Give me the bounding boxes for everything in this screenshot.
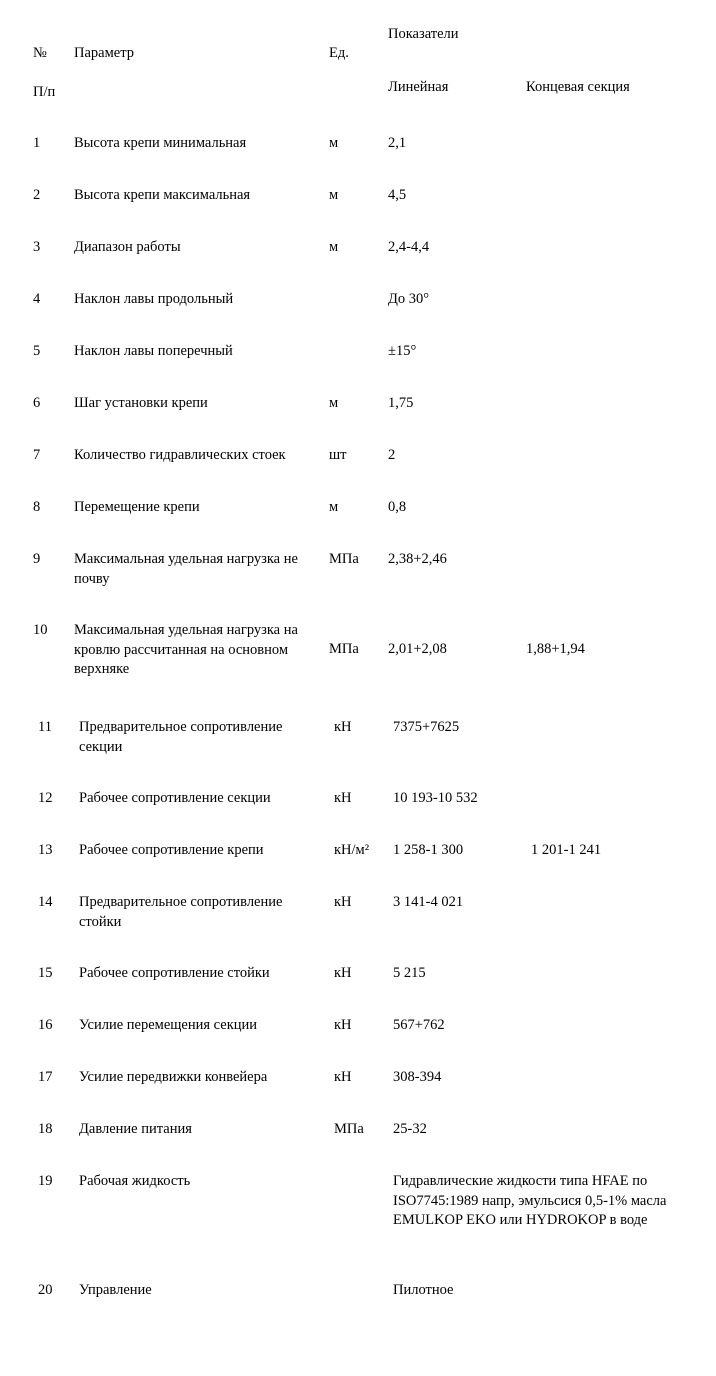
row-end-section-value: 1 201-1 241 — [531, 842, 602, 858]
row-linear-value: Гидравлические жидкости типа HFAE по ISO7745:1989 напр, эмульсися 0,5-1% масла EMULKOP EKO или HYDROKOP в воде — [393, 1173, 667, 1228]
row-number: 9 — [33, 551, 41, 567]
row-unit: м — [329, 239, 339, 255]
header-indicators: Показатели — [388, 26, 459, 42]
row-unit: кН — [334, 1069, 352, 1085]
row-parameter: Рабочая жидкость — [79, 1173, 191, 1189]
row-parameter: Рабочее сопротивление крепи — [79, 842, 264, 858]
row-unit: м — [329, 395, 339, 411]
row-linear-value: Пилотное — [393, 1282, 454, 1298]
row-parameter: Количество гидравлических стоек — [74, 447, 286, 463]
row-linear-value: 2,4-4,4 — [388, 239, 430, 255]
row-linear-value: 1,75 — [388, 395, 414, 411]
row-parameter: Шаг установки крепи — [74, 395, 208, 411]
row-parameter: Усилие передвижки конвейера — [79, 1069, 268, 1085]
row-number: 18 — [38, 1121, 53, 1137]
row-number: 16 — [38, 1017, 53, 1033]
row-parameter: Предварительное сопротивление секции — [79, 719, 283, 755]
row-linear-value: До 30° — [388, 291, 430, 307]
header-parameter: Параметр — [74, 45, 134, 61]
row-linear-value: 5 215 — [393, 965, 426, 981]
row-number: 11 — [38, 719, 52, 735]
row-unit: кН — [334, 965, 352, 981]
row-unit: кН/м² — [334, 842, 370, 858]
row-linear-value: 2,01+2,08 — [388, 641, 447, 657]
row-unit: кН — [334, 719, 352, 735]
row-linear-value: 0,8 — [388, 499, 407, 515]
row-parameter: Давление питания — [79, 1121, 192, 1137]
row-parameter: Управление — [79, 1282, 152, 1298]
row-number: 8 — [33, 499, 41, 515]
row-unit: МПа — [329, 641, 359, 657]
row-linear-value: 10 193-10 532 — [393, 790, 478, 806]
row-linear-value: 2,38+2,46 — [388, 551, 447, 567]
row-number: 6 — [33, 395, 41, 411]
row-parameter: Максимальная удельная нагрузка не почву — [74, 551, 298, 587]
row-unit: шт — [329, 447, 347, 463]
row-number: 10 — [33, 622, 48, 638]
row-linear-value: 1 258-1 300 — [393, 842, 464, 858]
row-parameter: Перемещение крепи — [74, 499, 200, 515]
row-linear-value: 25-32 — [393, 1121, 427, 1137]
row-parameter: Усилие перемещения секции — [79, 1017, 258, 1033]
row-number: 15 — [38, 965, 53, 981]
header-end-section: Концевая секция — [526, 79, 630, 95]
row-number: 12 — [38, 790, 53, 806]
row-unit: кН — [334, 790, 352, 806]
row-number: 2 — [33, 187, 41, 203]
row-number: 19 — [38, 1173, 53, 1189]
row-parameter: Высота крепи максимальная — [74, 187, 251, 203]
row-linear-value: 567+762 — [393, 1017, 445, 1033]
row-number: 1 — [33, 135, 41, 151]
row-number: 7 — [33, 447, 41, 463]
row-end-section-value: 1,88+1,94 — [526, 641, 585, 657]
row-parameter: Диапазон работы — [74, 239, 181, 255]
row-parameter: Предварительное сопротивление стойки — [79, 894, 283, 930]
row-number: 13 — [38, 842, 53, 858]
row-number: 3 — [33, 239, 41, 255]
header-linear: Линейная — [388, 79, 449, 95]
row-number: 17 — [38, 1069, 53, 1085]
row-parameter: Рабочее сопротивление стойки — [79, 965, 270, 981]
row-linear-value: 7375+7625 — [393, 719, 460, 735]
row-unit: МПа — [334, 1121, 364, 1137]
row-linear-value: 3 141-4 021 — [393, 894, 464, 910]
header-number: № — [33, 45, 47, 61]
header-unit: Ед. — [329, 45, 349, 61]
row-linear-value: 2,1 — [388, 135, 407, 151]
row-unit: кН — [334, 894, 352, 910]
row-number: 20 — [38, 1282, 53, 1298]
row-unit: м — [329, 187, 339, 203]
row-parameter: Рабочее сопротивление секции — [79, 790, 271, 806]
row-linear-value: 308-394 — [393, 1069, 442, 1085]
row-unit: МПа — [329, 551, 359, 567]
row-linear-value: ±15° — [388, 343, 417, 359]
row-unit: м — [329, 499, 339, 515]
row-parameter: Наклон лавы поперечный — [74, 343, 233, 359]
header-number-sub: П/п — [33, 84, 56, 100]
row-parameter: Высота крепи минимальная — [74, 135, 247, 151]
row-linear-value: 4,5 — [388, 187, 407, 203]
row-number: 4 — [33, 291, 41, 307]
row-parameter: Максимальная удельная нагрузка на кровлю рассчитанная на основном верхняке — [74, 622, 298, 677]
row-number: 14 — [38, 894, 53, 910]
row-linear-value: 2 — [388, 447, 396, 463]
row-parameter: Наклон лавы продольный — [74, 291, 234, 307]
row-number: 5 — [33, 343, 41, 359]
row-unit: кН — [334, 1017, 352, 1033]
row-unit: м — [329, 135, 339, 151]
